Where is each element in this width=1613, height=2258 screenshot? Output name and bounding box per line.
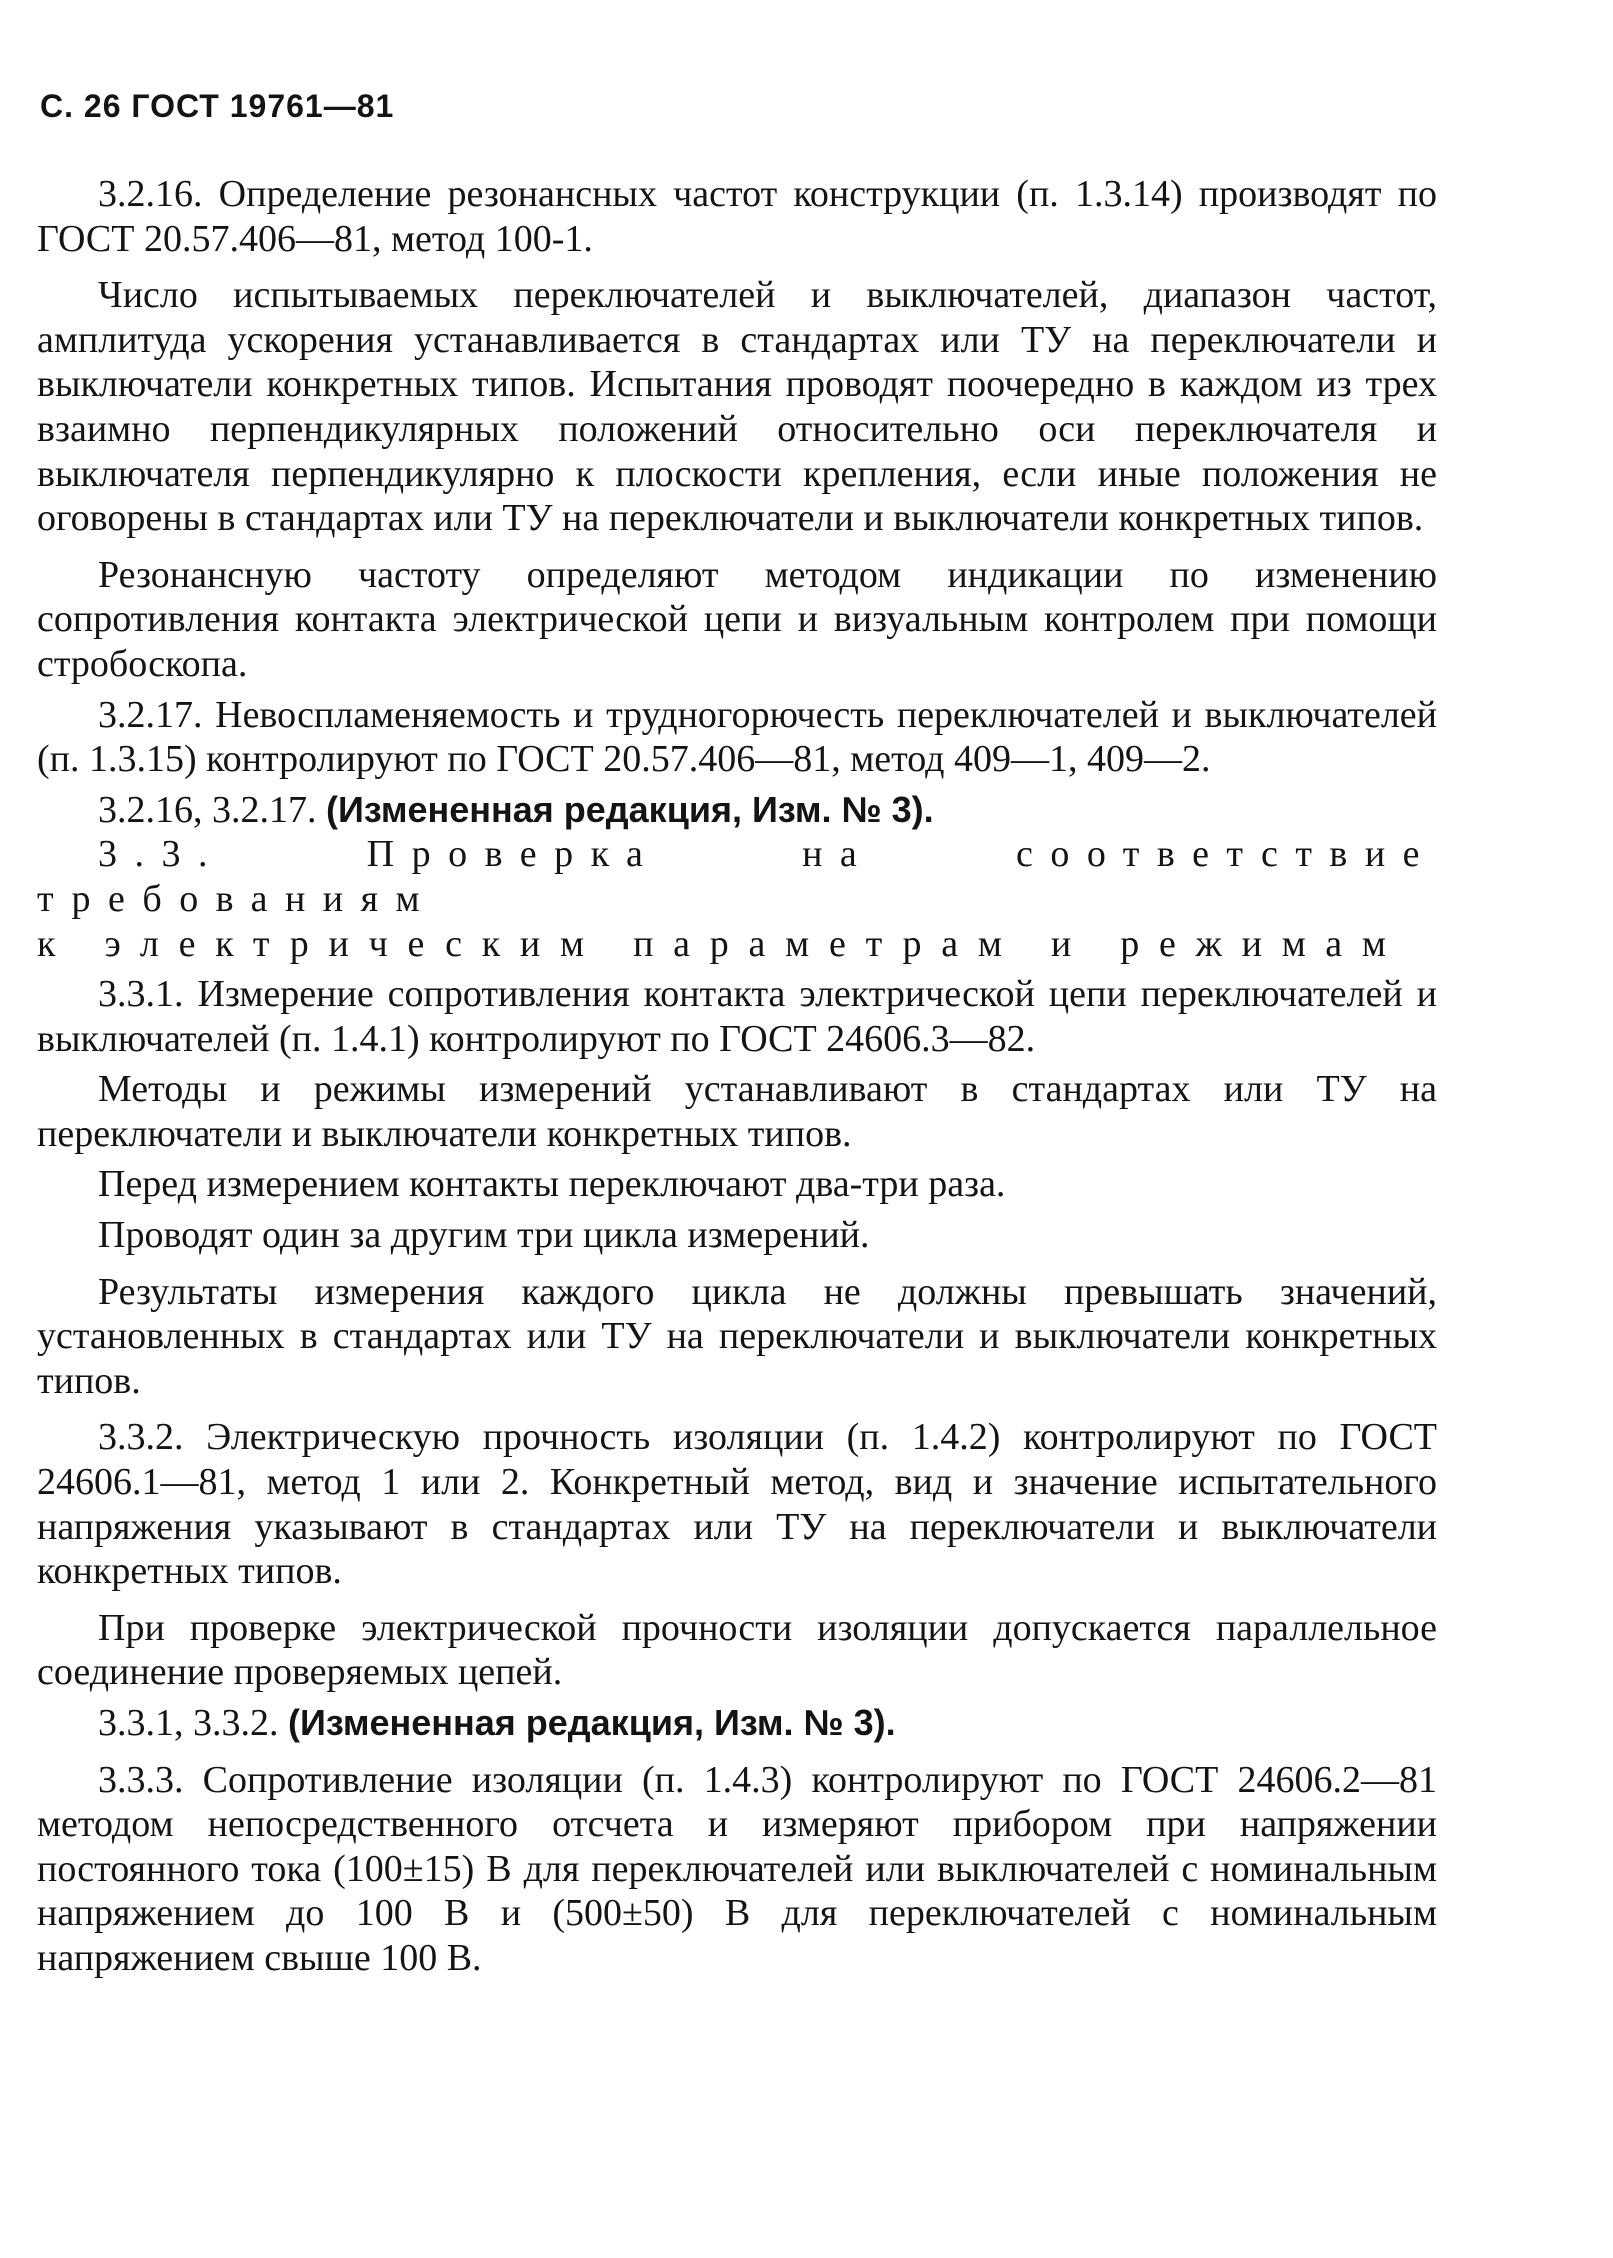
paragraph-three-cycles: Проводят один за другим три цикла измерений.: [98, 1214, 870, 1257]
paragraph-3-3-3: 3.3.3. Сопротивление изоляции (п. 1.4.3) контролируют по ГОСТ 24606.2—81 методом непосредственного отсчета и измеряют прибором при напряжении постоянного тока (100±15) В для переключателей или выключателей с номинальным напряжением до 100 В и (500±50) В для переключателей с номинальным напряжением свыше 100 В.: [37, 1758, 1437, 1979]
paragraph-3-2-17: 3.2.17. Невоспламеняемость и трудногорючесть переключателей и выключателей (п. 1.3.15) контролируют по ГОСТ 20.57.406—81, метод 409—1, 409—2.: [37, 693, 1437, 781]
paragraph-methods-modes: Методы и режимы измерений устанавливают в стандартах или ТУ на переключатели и выключатели конкретных типов.: [37, 1068, 1437, 1155]
paragraph-parallel-connection: При проверке электрической прочности изоляции допускается параллельное соединение проверяемых цепей.: [37, 1606, 1437, 1694]
amendment-refs-1: 3.2.16, 3.2.17.: [98, 788, 317, 831]
paragraph-3-3-2: 3.3.2. Электрическую прочность изоляции (п. 1.4.2) контролируют по ГОСТ 24606.1—81, метод 1 или 2. Конкретный метод, вид и значение испытательного напряжения указывают в стандартах или ТУ на переключатели и выключатели конкретных типов.: [37, 1416, 1437, 1593]
section-3-3-heading: 3.3. Проверка на соответствие требованиям: [37, 833, 1437, 920]
paragraph-3-3-1: 3.3.1. Измерение сопротивления контакта электрической цепи переключателей и выключателей (п. 1.4.1) контролируют по ГОСТ 24606.3—82.: [37, 973, 1437, 1060]
page-header: С. 26 ГОСТ 19761—81: [40, 88, 395, 124]
paragraph-3-2-16: 3.2.16. Определение резонансных частот конструкции (п. 1.3.14) производят по ГОСТ 20.57.406—81, метод 100-1.: [37, 173, 1437, 260]
paragraph-results: Результаты измерения каждого цикла не должны превышать значений, установленных в стандартах или ТУ на переключатели и выключатели конкретных типов.: [37, 1270, 1437, 1402]
amendment-refs-2: 3.3.1, 3.3.2.: [98, 1702, 279, 1744]
paragraph-test-conditions: Число испытываемых переключателей и выключателей, диапазон частот, амплитуда ускорения устанавливается в стандартах или ТУ на переключатели и выключатели конкретных типов. Испытания проводят поочередно в каждом из трех взаимно перпендикулярных положений относительно оси переключателя и выключателя перпендикулярно к плоскости крепления, если иные положения не оговорены в стандартах или ТУ на переключатели и выключатели конкретных типов.: [37, 274, 1437, 540]
amendment-text-1: (Измененная редакция, Изм. № 3).: [326, 788, 934, 830]
paragraph-switch-contacts: Перед измерением контакты переключают два-три раза.: [98, 1163, 1006, 1206]
section-3-3-heading-line2: к электрическим параметрам и режимам: [37, 922, 1406, 965]
document-body: [37, 172, 1437, 1981]
amendment-text-2: (Измененная редакция, Изм. № 3).: [288, 1702, 896, 1743]
paragraph-resonance-method: Резонансную частоту определяют методом индикации по изменению сопротивления контакта электрической цепи и визуальным контролем при помощи стробоскопа.: [37, 553, 1437, 685]
amendment-note-2: [37, 1701, 1437, 1746]
amendment-note-1: [37, 788, 1437, 833]
